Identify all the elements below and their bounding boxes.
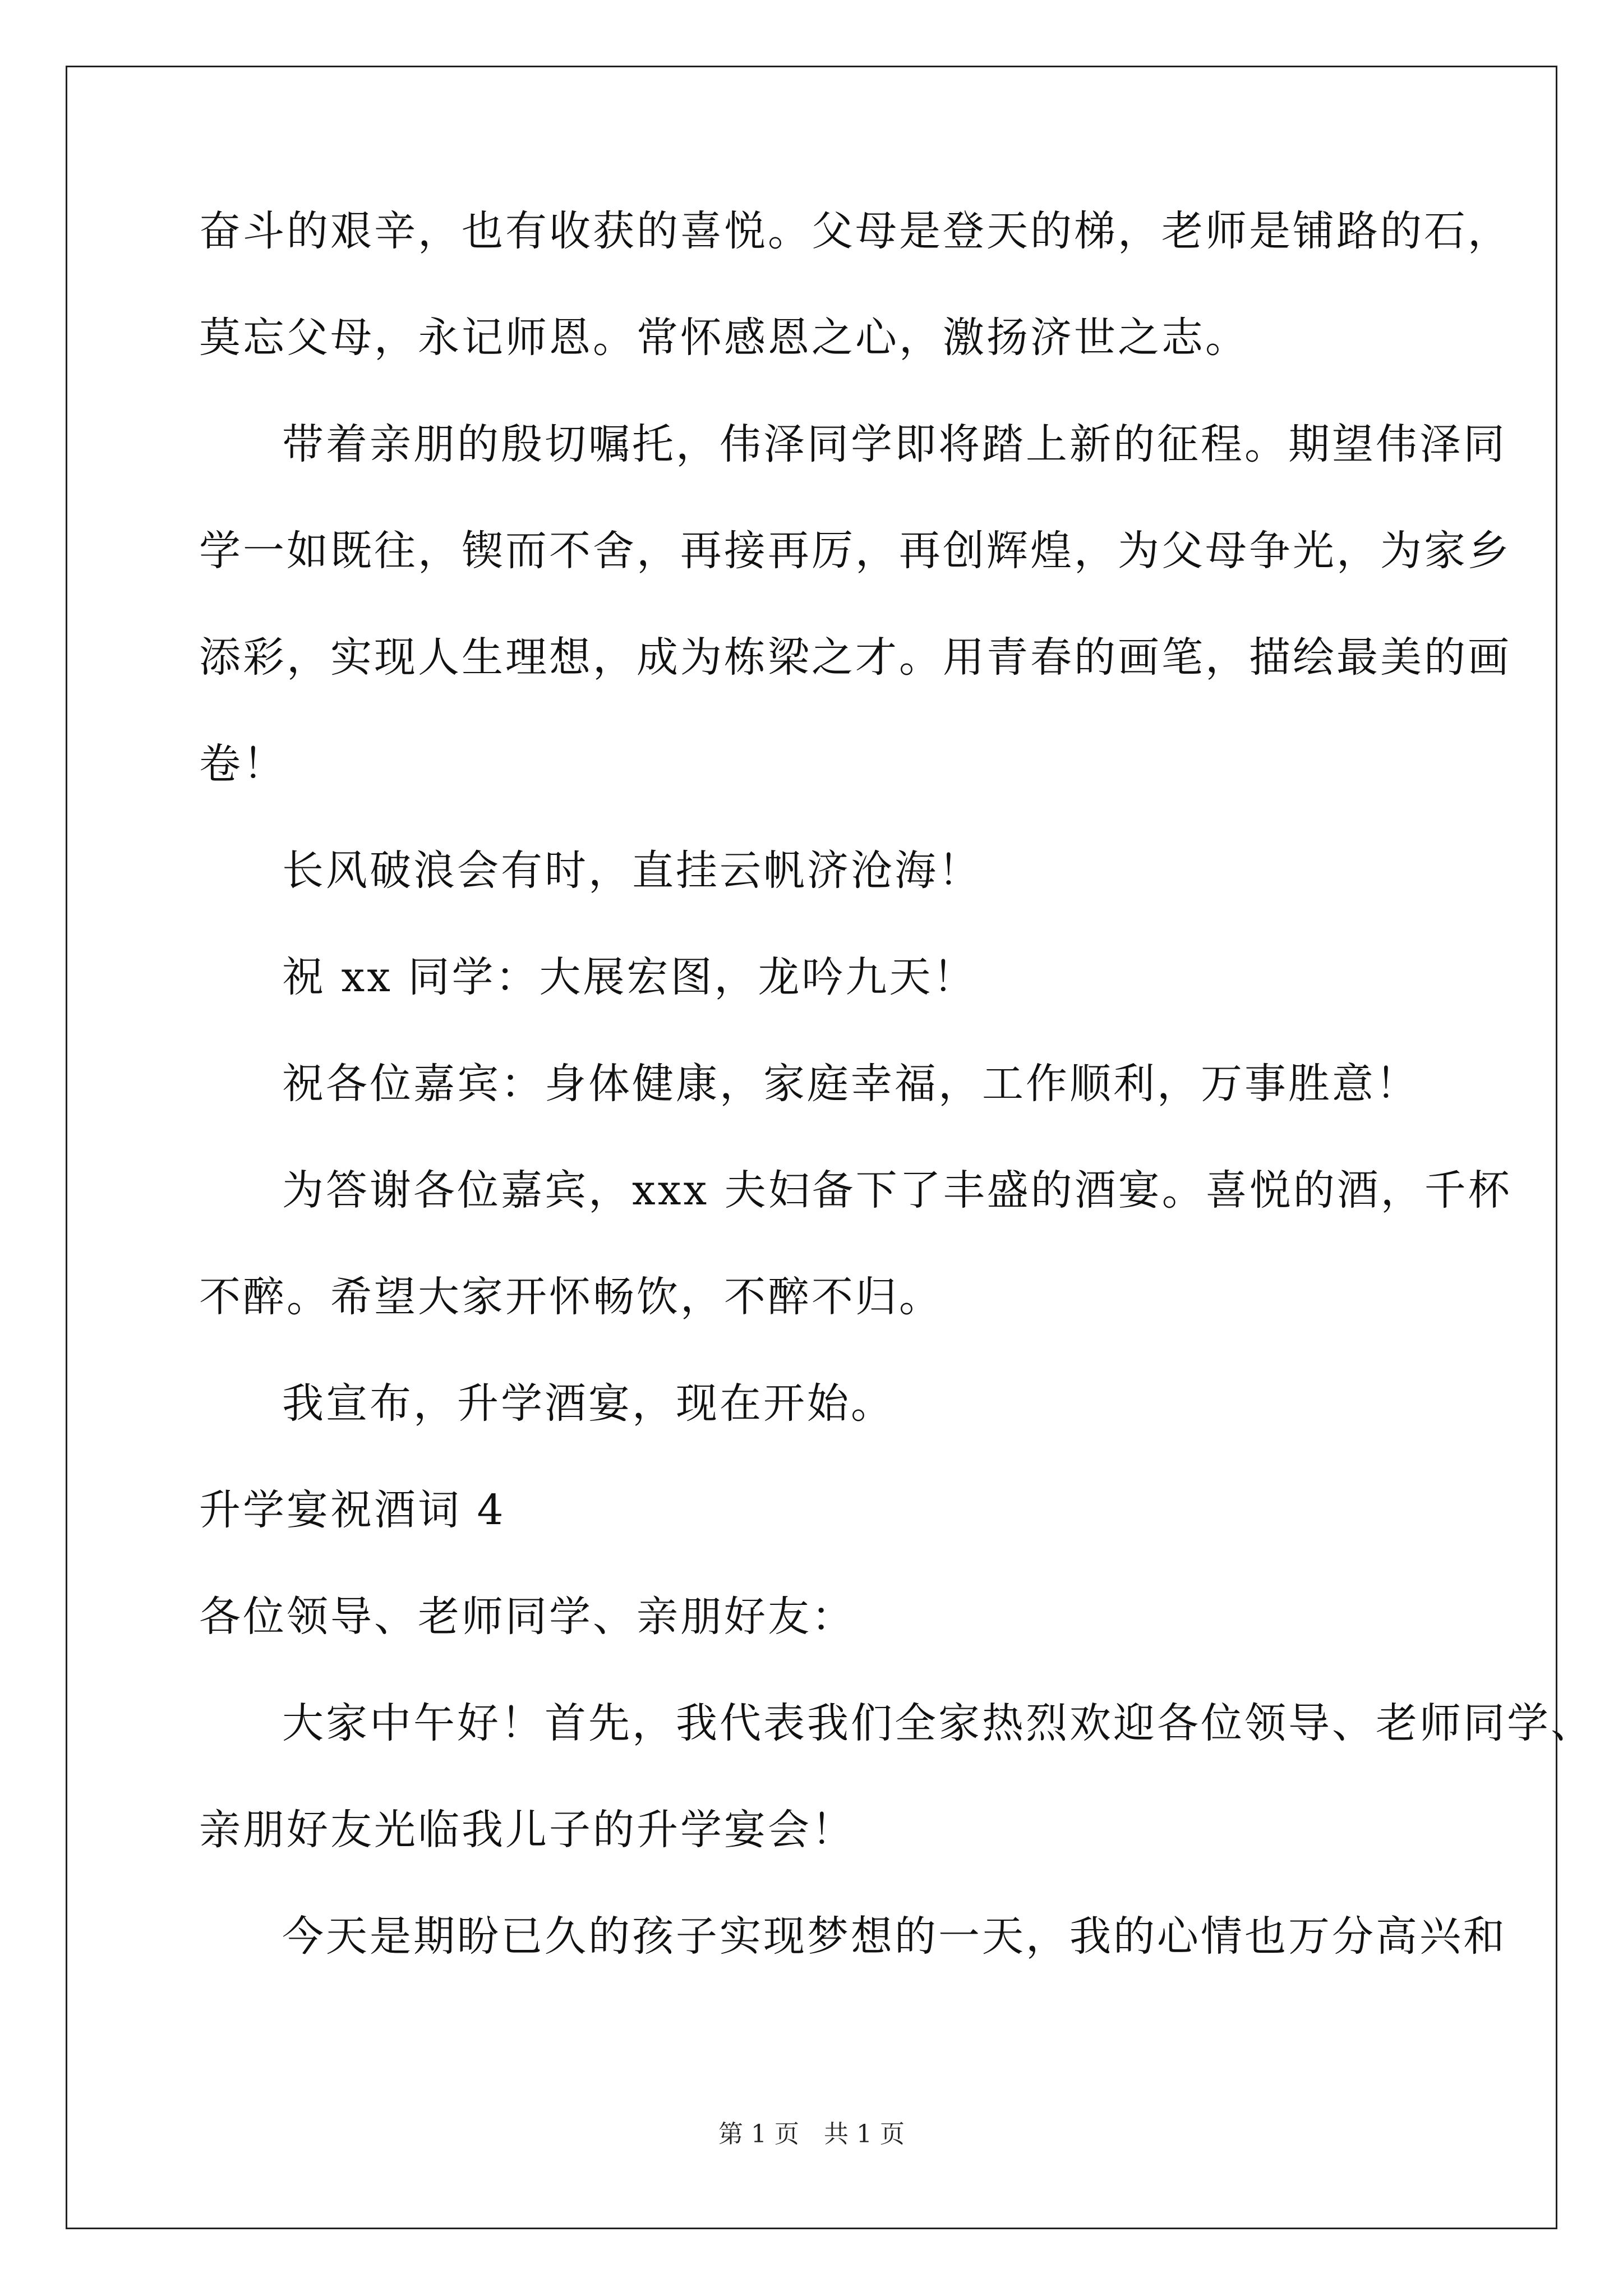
paragraph-line: 大家中午好！首先，我代表我们全家热烈欢迎各位领导、老师同学、 [282,1699,1594,1747]
text-line: 不醉。希望大家开怀畅饮，不醉不归。 [199,1273,943,1321]
text-line: 莫忘父母，永记师恩。常怀感恩之心，激扬济世之志。 [199,314,1249,362]
salutation: 各位领导、老师同学、亲朋好友： [199,1593,855,1641]
text-line: 亲朋好友光临我儿子的升学宴会！ [199,1806,855,1854]
paragraph-line: 今天是期盼已久的孩子实现梦想的一天，我的心情也万分高兴和 [282,1912,1507,1961]
page-number-footer: 第 1 页 共 1 页 [718,2120,905,2148]
page-border [66,66,1557,2229]
text-line: 添彩，实现人生理想，成为栋梁之才。用青春的画笔，描绘最美的画 [199,633,1511,682]
paragraph-line: 我宣布，升学酒宴，现在开始。 [282,1379,895,1428]
paragraph-line: 长风破浪会有时，直挂云帆济沧海！ [282,846,982,895]
section-heading: 升学宴祝酒词 4 [199,1486,506,1534]
paragraph-line: 带着亲朋的殷切嘱托，伟泽同学即将踏上新的征程。期望伟泽同 [282,420,1507,468]
paragraph-line: 为答谢各位嘉宾，xxx 夫妇备下了丰盛的酒宴。喜悦的酒，千杯 [282,1166,1512,1214]
text-line: 奋斗的艰辛，也有收获的喜悦。父母是登天的梯，老师是铺路的石， [199,207,1511,255]
text-line: 学一如既往，锲而不舍，再接再厉，再创辉煌，为父母争光，为家乡 [199,527,1511,575]
text-line: 卷！ [199,740,287,788]
paragraph-line: 祝 xx 同学：大展宏图，龙吟九天！ [282,953,977,1001]
paragraph-line: 祝各位嘉宾：身体健康，家庭幸福，工作顺利，万事胜意！ [282,1060,1419,1108]
